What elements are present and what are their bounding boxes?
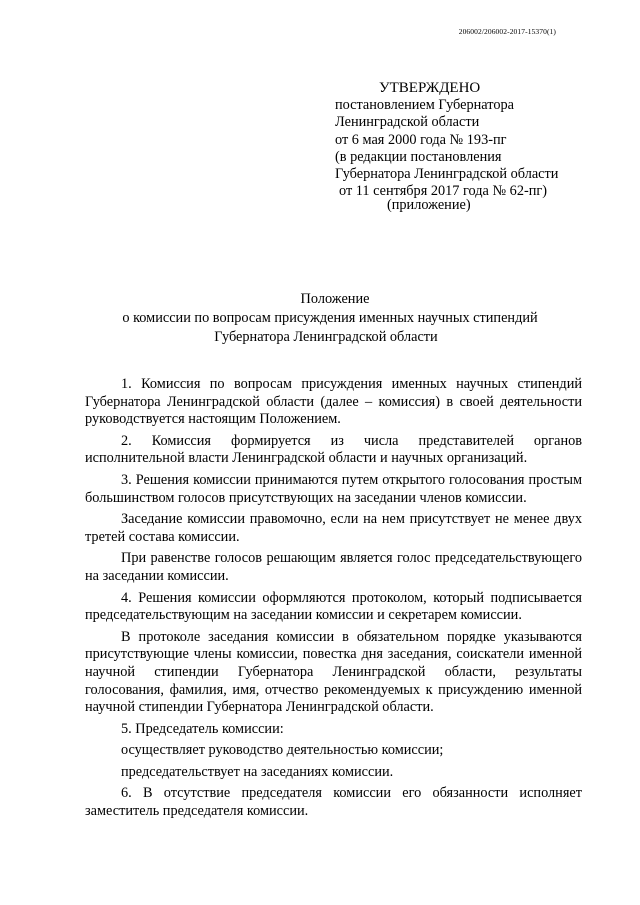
paragraph-3: 3. Решения комиссии принимаются путем открытого голосования простым большинством голосов присутствующих на заседании членов комиссии. [85,471,582,506]
approval-heading: УТВЕРЖДЕНО [379,80,481,96]
approval-line: от 11 сентября 2017 года № 62-пг) [339,183,548,200]
document-reference-code: 206002/206002-2017-15370(1) [458,27,556,36]
paragraph-protocol-contents: В протоколе заседания комиссии в обязательном порядке указываются присутствующие члены комиссии, повестка дня заседания, соискатели именной научной стипендии Губернатора Ленинградской области, результаты голосования, фамилия, имя, отчество рекомендуемых к присуждению именной научной стипендии Губернатора Ленинградской области. [85,628,582,716]
paragraph-chair-duty-2: председательствует на заседаниях комиссии. [121,763,394,780]
title-line-subject: о комиссии по вопросам присуждения именных научных стипендий [122,310,538,326]
document-body [85,376,582,825]
title-line-regulation: Положение [300,291,370,307]
document-title [0,290,640,347]
paragraph-tie-vote: При равенстве голосов решающим является голос председательствующего на заседании комиссии. [85,550,582,584]
paragraph-4: 4. Решения комиссии оформляются протоколом, который подписывается председательствующим на заседании комиссии и секретарем комиссии. [85,589,582,624]
approval-line: (в редакции постановления [335,148,502,165]
approval-line: Ленинградской области [335,114,480,131]
paragraph-chair-duty-1: осуществляет руководство деятельностью комиссии; [121,742,444,759]
paragraph-1: 1. Комиссия по вопросам присуждения именных научных стипендий Губернатора Ленинградской области (далее – комиссия) в своей деятельности руководствуется настоящим Положением. [85,376,582,428]
title-line-governor: Губернатора Ленинградской области [214,329,438,345]
approval-line: Губернатора Ленинградской области [335,166,559,183]
approval-appendix-note: (приложение) [387,197,471,214]
paragraph-quorum: Заседание комиссии правомочно, если на нем присутствует не менее двух третей состава комиссии. [85,511,582,545]
paragraph-5: 5. Председатель комиссии: [121,720,284,737]
paragraph-6: 6. В отсутствие председателя комиссии его обязанности исполняет заместитель председателя комиссии. [85,785,582,820]
approval-stamp [335,80,605,215]
paragraph-2: 2. Комиссия формируется из числа представителей органов исполнительной власти Ленинградской области и научных организаций. [85,432,582,467]
approval-line: постановлением Губернатора [335,97,514,114]
approval-line: от 6 мая 2000 года № 193-пг [335,131,507,148]
